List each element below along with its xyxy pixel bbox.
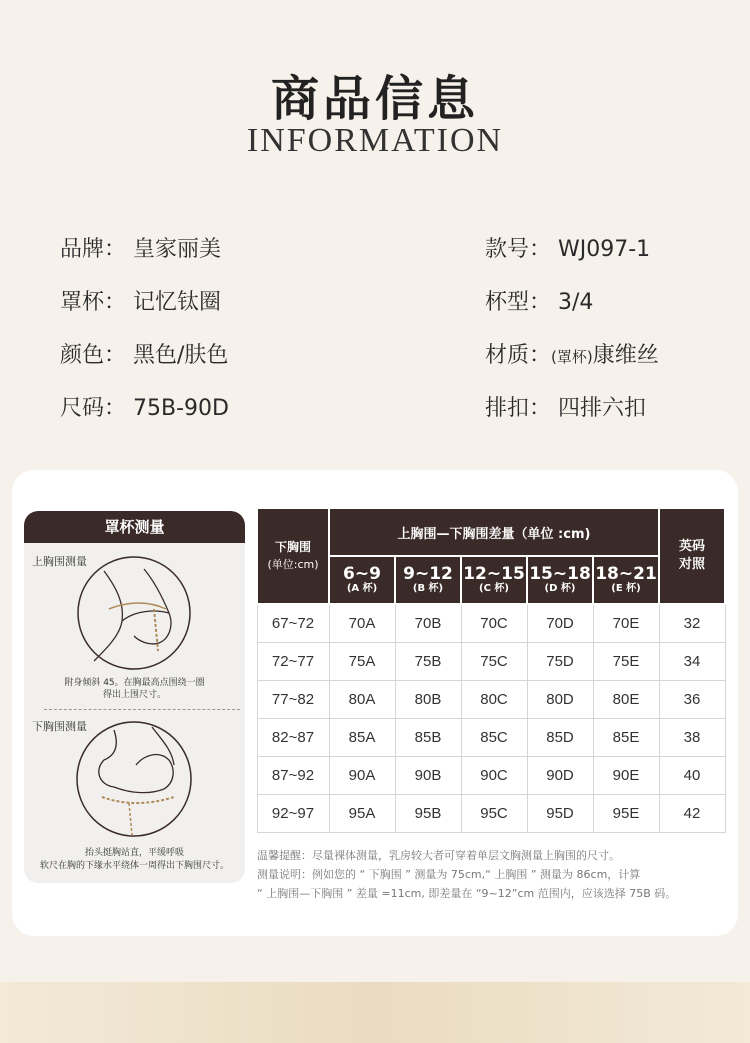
size-cell: 75D xyxy=(527,643,593,681)
size-cell: 70B xyxy=(395,604,461,643)
size-cell: 95E xyxy=(593,795,659,833)
size-cell: 95A xyxy=(329,795,395,833)
info-cup: 罩杯： 记忆钛圈 xyxy=(60,290,221,315)
size-cell: 70C xyxy=(461,604,527,643)
info-size: 尺码： 75B-90D xyxy=(60,396,229,421)
size-cell: 90E xyxy=(593,757,659,795)
under-bust-cell: 87~92 xyxy=(257,757,329,795)
size-cell: 75E xyxy=(593,643,659,681)
lower-measure-label: 下胸围测量 xyxy=(32,720,87,733)
size-cell: 85E xyxy=(593,719,659,757)
size-cell: 80D xyxy=(527,681,593,719)
size-cell: 70E xyxy=(593,604,659,643)
lower-note-line-2: 软尺在胸的下缘水平绕体一周得出下胸围尺寸。 xyxy=(39,861,229,871)
uk-size-cell: 34 xyxy=(659,643,725,681)
notes-line-1: 温馨提醒：尽量裸体测量，乳房较大者可穿着单层文胸测量上胸围的尺寸。 xyxy=(257,849,620,862)
page-subtitle: INFORMATION xyxy=(246,122,504,159)
under-bust-measure-illustration xyxy=(74,715,194,839)
under-bust-cell: 92~97 xyxy=(257,795,329,833)
size-cell: 85C xyxy=(461,719,527,757)
cup-label: (B 杯) xyxy=(412,583,444,594)
cup-range: 18~21 xyxy=(595,564,657,584)
uk-size-header-line-1: 英码 xyxy=(678,539,705,554)
under-bust-cell: 67~72 xyxy=(257,604,329,643)
table-row xyxy=(257,757,725,795)
size-cell: 75B xyxy=(395,643,461,681)
info-material-prefix: 材质： xyxy=(485,343,552,368)
size-cell: 95B xyxy=(395,795,461,833)
upper-note-line-1: 附身倾斜 45。在胸最高点围绕一圈 xyxy=(64,678,205,688)
size-cell: 80C xyxy=(461,681,527,719)
table-row xyxy=(257,643,725,681)
size-cell: 80A xyxy=(329,681,395,719)
table-row xyxy=(257,604,725,643)
uk-size-cell: 42 xyxy=(659,795,725,833)
size-cell: 90B xyxy=(395,757,461,795)
cup-header-3 xyxy=(527,556,593,604)
page-title: 商品信息 xyxy=(270,71,479,127)
size-cell: 85B xyxy=(395,719,461,757)
uk-size-header-line-2: 对照 xyxy=(678,557,705,572)
under-bust-cell: 72~77 xyxy=(257,643,329,681)
bottom-decor-band xyxy=(0,982,750,1043)
upper-measure-label: 上胸围测量 xyxy=(32,555,87,568)
under-bust-cell: 82~87 xyxy=(257,719,329,757)
size-cell: 80E xyxy=(593,681,659,719)
size-cell: 95D xyxy=(527,795,593,833)
uk-size-header xyxy=(659,508,725,604)
info-color: 颜色： 黑色/肤色 xyxy=(60,343,229,368)
upper-bust-measure-illustration xyxy=(74,551,194,671)
uk-size-cell: 32 xyxy=(659,604,725,643)
info-brand: 品牌： 皇家丽美 xyxy=(60,237,221,262)
size-table-body xyxy=(257,604,725,833)
size-cell: 70D xyxy=(527,604,593,643)
cup-label: (D 杯) xyxy=(544,583,576,594)
size-cell: 75A xyxy=(329,643,395,681)
table-row xyxy=(257,795,725,833)
cup-label: (E 杯) xyxy=(611,583,641,594)
measure-divider xyxy=(44,709,240,710)
size-cell: 70A xyxy=(329,604,395,643)
info-material-value: 康维丝 xyxy=(592,343,659,368)
cup-range: 6~9 xyxy=(343,564,381,584)
size-cell: 75C xyxy=(461,643,527,681)
info-model: 款号： WJ097-1 xyxy=(485,237,651,262)
notes-line-3: “ 上胸围—下胸围 ” 差量 =11cm, 即差量在 “9~12”cm 范围内，应该选择 75B 码。 xyxy=(257,887,677,900)
under-bust-header xyxy=(257,508,329,604)
upper-note-line-2: 得出上围尺寸。 xyxy=(102,690,166,700)
info-hooks: 排扣： 四排六扣 xyxy=(485,396,646,421)
info-material xyxy=(485,338,659,369)
cup-header-4 xyxy=(593,556,659,604)
difference-header: 上胸围—下胸围差量（单位 :cm) xyxy=(329,508,659,556)
uk-size-cell: 38 xyxy=(659,719,725,757)
notes-line-2: 测量说明：例如您的 “ 下胸围 ” 测量为 75cm,“ 上胸围 ” 测量为 86cm，计算 xyxy=(257,868,641,881)
size-cell: 85D xyxy=(527,719,593,757)
info-material-small: (罩杯) xyxy=(551,348,593,366)
cup-header-1 xyxy=(395,556,461,604)
size-table xyxy=(256,507,726,833)
size-cell: 90C xyxy=(461,757,527,795)
cup-label: (C 杯) xyxy=(479,583,509,594)
cup-range: 12~15 xyxy=(463,564,525,584)
size-cell: 95C xyxy=(461,795,527,833)
notes xyxy=(257,846,676,903)
size-cell: 85A xyxy=(329,719,395,757)
measure-title: 罩杯测量 xyxy=(24,511,245,543)
cup-label: (A 杯) xyxy=(346,583,378,594)
size-cell: 90A xyxy=(329,757,395,795)
cup-header-0 xyxy=(329,556,395,604)
under-bust-header-title: 下胸围 xyxy=(274,540,311,554)
cup-range: 9~12 xyxy=(403,564,453,584)
table-row xyxy=(257,719,725,757)
size-cell: 90D xyxy=(527,757,593,795)
under-bust-header-unit: (单位:cm) xyxy=(267,558,319,571)
cup-header-2 xyxy=(461,556,527,604)
info-cup-type: 杯型： 3/4 xyxy=(485,290,594,315)
table-row xyxy=(257,681,725,719)
measure-panel xyxy=(24,511,245,883)
under-bust-cell: 77~82 xyxy=(257,681,329,719)
cup-range: 15~18 xyxy=(529,564,591,584)
uk-size-cell: 36 xyxy=(659,681,725,719)
lower-note-line-1: 抬头挺胸站直，平缓呼吸 xyxy=(84,848,184,858)
size-cell: 80B xyxy=(395,681,461,719)
uk-size-cell: 40 xyxy=(659,757,725,795)
